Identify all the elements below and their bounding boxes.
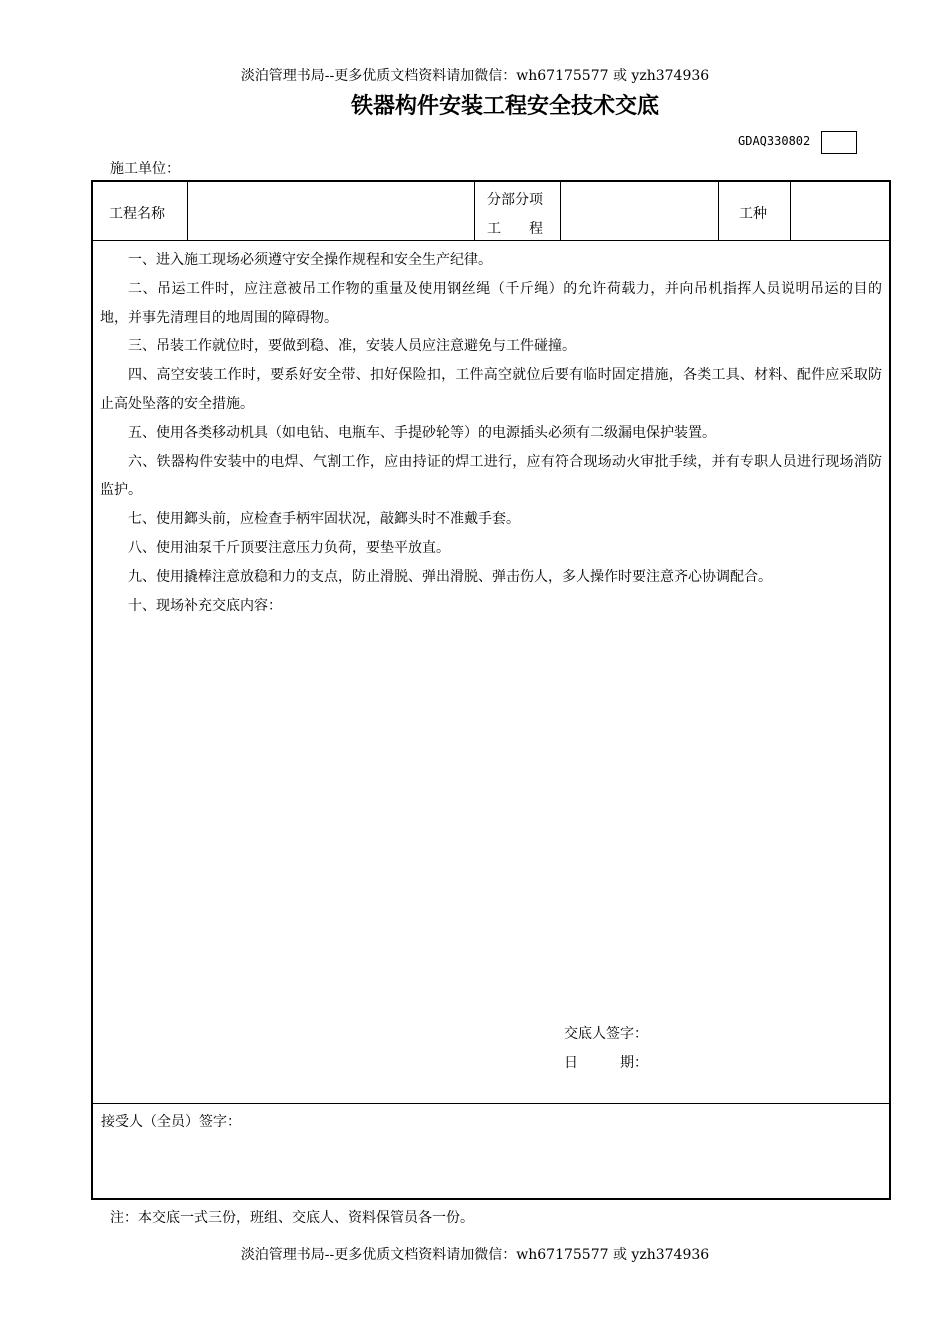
page-title: 铁器构件安装工程安全技术交底: [350, 94, 659, 119]
clause-item: 一、进入施工现场必须遵守安全操作规程和安全生产纪律。: [128, 252, 492, 268]
date-label: 日 期：: [564, 1055, 648, 1071]
clause-item: 七、使用鎯头前，应检查手柄牢固状况，敲鎯头时不准戴手套。: [128, 511, 520, 528]
construction-unit-label: 施工单位：: [110, 161, 180, 177]
clause-item: 二、吊运工件时，应注意被吊工作物的重量及使用钢丝绳（千斤绳）的允许荷载力，并向吊机指挥人员说明吊运的目的地，并事先清理目的地周围的障碍物。: [100, 280, 882, 326]
clause-item: 十、现场补充交底内容：: [128, 597, 282, 614]
subproject-label-line1: 分部分项: [487, 192, 543, 208]
trade-label: 工种: [739, 206, 767, 222]
clause-item: 八、使用油泵千斤顶要注意压力负荷，要垫平放直。: [128, 539, 450, 556]
subproject-field[interactable]: [561, 182, 718, 240]
project-name-field[interactable]: [188, 182, 474, 240]
header-col-divider-4: [718, 182, 719, 240]
clause-item: 三、吊装工作就位时，要做到稳、准，安装人员应注意避免与工件碰撞。: [128, 338, 576, 355]
clause-item: 四、高空安装工作时，要系好安全带、扣好保险扣，工件高空就位后要有临时固定措施，各类工具、材料、配件应采取防止高处坠落的安全措施。: [100, 367, 882, 412]
clause-item: 六、铁器构件安装中的电焊、气割工作，应由持证的焊工进行，应有符合现场动火审批手续，并有专职人员进行现场消防监护。: [100, 453, 882, 499]
form-code-box[interactable]: [821, 131, 857, 154]
clause-item: 五、使用各类移动机具（如电钻、电瓶车、手提砂轮等）的电源插头必须有二级漏电保护装置。: [128, 424, 716, 441]
receiver-signature-label: 接受人（全员）签字：: [101, 1114, 241, 1130]
project-name-label: 工程名称: [109, 206, 165, 222]
header-row-divider: [93, 240, 889, 241]
form-code: GDAQ330802: [738, 134, 811, 148]
clause-item: 九、使用撬棒注意放稳和力的支点，防止滑脱、弹出滑脱、弹击伤人，多人操作时要注意齐心协调配合。: [128, 568, 772, 585]
receiver-section-divider: [93, 1103, 889, 1104]
presenter-signature-label: 交底人签字：: [564, 1026, 648, 1042]
trade-field[interactable]: [791, 182, 889, 240]
watermark-top: 淡泊管理书局--更多优质文档资料请加微信：wh67175577 或 yzh374936: [240, 68, 710, 84]
safety-clauses: [100, 246, 882, 620]
watermark-bottom: 淡泊管理书局--更多优质文档资料请加微信：wh67175577 或 yzh374936: [240, 1247, 710, 1263]
header-col-divider-2: [474, 182, 475, 240]
subproject-label-line2: 工 程: [487, 221, 543, 237]
footnote: 注：本交底一式三份，班组、交底人、资料保管员各一份。: [110, 1210, 474, 1226]
